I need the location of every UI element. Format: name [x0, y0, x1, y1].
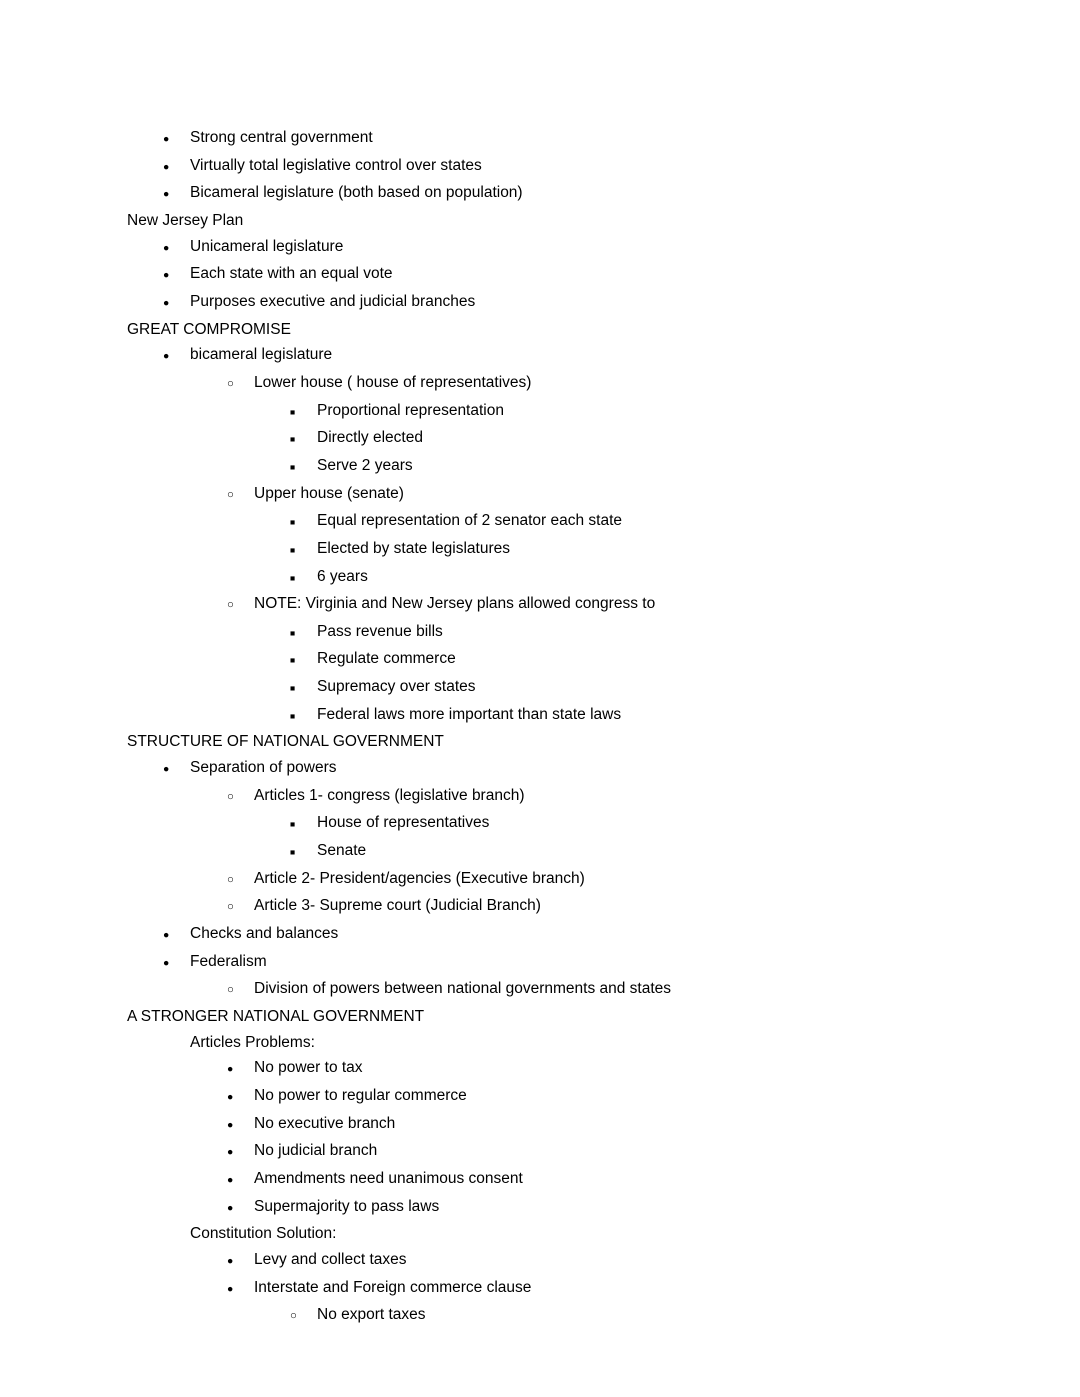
sub-heading: [127, 1221, 980, 1247]
circle-bullet-icon: ○: [227, 488, 234, 501]
list-item: [127, 234, 980, 262]
circle-bullet-icon: ○: [227, 901, 234, 914]
line-text: Directly elected: [317, 429, 423, 447]
line-text: Purposes executive and judicial branches: [190, 292, 476, 310]
line-text: 6 years: [317, 567, 368, 585]
circle-bullet-icon: ○: [227, 790, 234, 803]
list-item: [127, 1194, 980, 1222]
disc-bullet-icon: ●: [227, 1201, 234, 1214]
line-text: Levy and collect taxes: [254, 1250, 407, 1268]
list-item: [127, 342, 980, 370]
list-item: [127, 619, 980, 647]
disc-bullet-icon: ●: [163, 956, 170, 969]
square-bullet-icon: ■: [290, 819, 296, 830]
line-text: Each state with an equal vote: [190, 265, 393, 283]
list-item: [127, 1247, 980, 1275]
list-item: [127, 893, 980, 921]
list-item: [127, 591, 980, 619]
list-item: [127, 425, 980, 453]
list-item: [127, 1083, 980, 1111]
section-heading: [127, 208, 980, 234]
list-item: [127, 921, 980, 949]
square-bullet-icon: ■: [290, 461, 296, 472]
line-text: Proportional representation: [317, 401, 504, 419]
line-text: No judicial branch: [254, 1142, 378, 1160]
line-text: No export taxes: [317, 1306, 426, 1324]
line-text: Constitution Solution:: [190, 1225, 337, 1243]
line-text: Supremacy over states: [317, 678, 476, 696]
section-heading: [127, 317, 980, 343]
disc-bullet-icon: ●: [227, 1254, 234, 1267]
line-text: Virtually total legislative control over states: [190, 156, 482, 174]
line-text: Federal laws more important than state laws: [317, 705, 622, 723]
list-item: [127, 261, 980, 289]
section-heading: [127, 729, 980, 755]
disc-bullet-icon: ●: [163, 929, 170, 942]
line-text: GREAT COMPROMISE: [127, 320, 291, 338]
line-text: Strong central government: [190, 129, 373, 146]
line-text: Elected by state legislatures: [317, 539, 510, 557]
line-text: House of representatives: [317, 814, 490, 832]
line-text: Article 2- President/agencies (Executive branch): [254, 869, 585, 887]
circle-bullet-icon: ○: [227, 984, 234, 997]
line-text: Division of powers between national governments and states: [254, 980, 672, 998]
circle-bullet-icon: ○: [290, 1310, 297, 1323]
line-text: Supermajority to pass laws: [254, 1197, 440, 1215]
list-item: [127, 536, 980, 564]
list-item: [127, 125, 980, 153]
list-item: [127, 1166, 980, 1194]
line-text: Equal representation of 2 senator each state: [317, 512, 623, 530]
line-text: Article 3- Supreme court (Judicial Branch): [254, 897, 541, 915]
disc-bullet-icon: ●: [163, 160, 170, 173]
section-heading: [127, 1004, 980, 1030]
line-text: Senate: [317, 842, 367, 860]
list-item: [127, 289, 980, 317]
line-text: Separation of powers: [190, 759, 337, 777]
line-text: New Jersey Plan: [127, 211, 244, 229]
list-item: [127, 866, 980, 894]
line-text: Amendments need unanimous consent: [254, 1169, 523, 1187]
list-item: [127, 1302, 980, 1330]
disc-bullet-icon: ●: [227, 1282, 234, 1295]
list-item: [127, 153, 980, 181]
line-text: Serve 2 years: [317, 456, 413, 474]
list-item: [127, 398, 980, 426]
disc-bullet-icon: ●: [227, 1146, 234, 1159]
list-item: [127, 481, 980, 509]
list-item: [127, 1111, 980, 1139]
disc-bullet-icon: ●: [227, 1118, 234, 1131]
line-text: Pass revenue bills: [317, 622, 443, 640]
list-item: [127, 508, 980, 536]
line-text: No executive branch: [254, 1114, 396, 1132]
line-text: Articles 1- congress (legislative branch): [254, 786, 525, 804]
line-text: Articles Problems:: [190, 1033, 315, 1051]
square-bullet-icon: ■: [290, 517, 296, 528]
list-item: [127, 1055, 980, 1083]
sub-heading: [127, 1030, 980, 1056]
disc-bullet-icon: ●: [163, 269, 170, 282]
line-text: Regulate commerce: [317, 650, 456, 668]
line-text: Interstate and Foreign commerce clause: [254, 1278, 532, 1296]
disc-bullet-icon: ●: [163, 350, 170, 363]
disc-bullet-icon: ●: [227, 1063, 234, 1076]
line-text: Lower house ( house of representatives): [254, 373, 532, 391]
square-bullet-icon: ■: [290, 710, 296, 721]
list-item: [127, 180, 980, 208]
list-item: [127, 949, 980, 977]
disc-bullet-icon: ●: [163, 188, 170, 201]
line-text: Upper house (senate): [254, 484, 404, 502]
disc-bullet-icon: ●: [163, 133, 170, 145]
list-item: [127, 646, 980, 674]
circle-bullet-icon: ○: [227, 377, 234, 390]
disc-bullet-icon: ●: [163, 763, 170, 776]
disc-bullet-icon: ●: [163, 241, 170, 254]
list-item: [127, 453, 980, 481]
list-item: [127, 755, 980, 783]
list-item: [127, 783, 980, 811]
list-item: [127, 370, 980, 398]
square-bullet-icon: ■: [290, 572, 296, 583]
line-text: STRUCTURE OF NATIONAL GOVERNMENT: [127, 733, 444, 751]
square-bullet-icon: ■: [290, 627, 296, 638]
line-text: Unicameral legislature: [190, 237, 344, 255]
line-text: bicameral legislature: [190, 346, 333, 364]
disc-bullet-icon: ●: [163, 296, 170, 309]
square-bullet-icon: ■: [290, 847, 296, 858]
list-item: [127, 1138, 980, 1166]
list-item: [127, 1275, 980, 1303]
circle-bullet-icon: ○: [227, 599, 234, 612]
line-text: No power to regular commerce: [254, 1086, 467, 1104]
square-bullet-icon: ■: [290, 683, 296, 694]
square-bullet-icon: ■: [290, 406, 296, 417]
document-body: [127, 125, 980, 1330]
line-text: A STRONGER NATIONAL GOVERNMENT: [127, 1008, 425, 1025]
square-bullet-icon: ■: [290, 544, 296, 555]
square-bullet-icon: ■: [290, 434, 296, 445]
line-text: NOTE: Virginia and New Jersey plans allowed congress to: [254, 595, 656, 613]
list-item: [127, 838, 980, 866]
disc-bullet-icon: ●: [227, 1173, 234, 1186]
line-text: Federalism: [190, 952, 267, 970]
list-item: [127, 810, 980, 838]
line-text: Bicameral legislature (both based on population): [190, 184, 523, 202]
list-item: [127, 702, 980, 730]
circle-bullet-icon: ○: [227, 873, 234, 886]
square-bullet-icon: ■: [290, 655, 296, 666]
line-text: Checks and balances: [190, 925, 339, 943]
disc-bullet-icon: ●: [227, 1090, 234, 1103]
list-item: [127, 976, 980, 1004]
list-item: [127, 674, 980, 702]
line-text: No power to tax: [254, 1059, 363, 1077]
list-item: [127, 564, 980, 592]
